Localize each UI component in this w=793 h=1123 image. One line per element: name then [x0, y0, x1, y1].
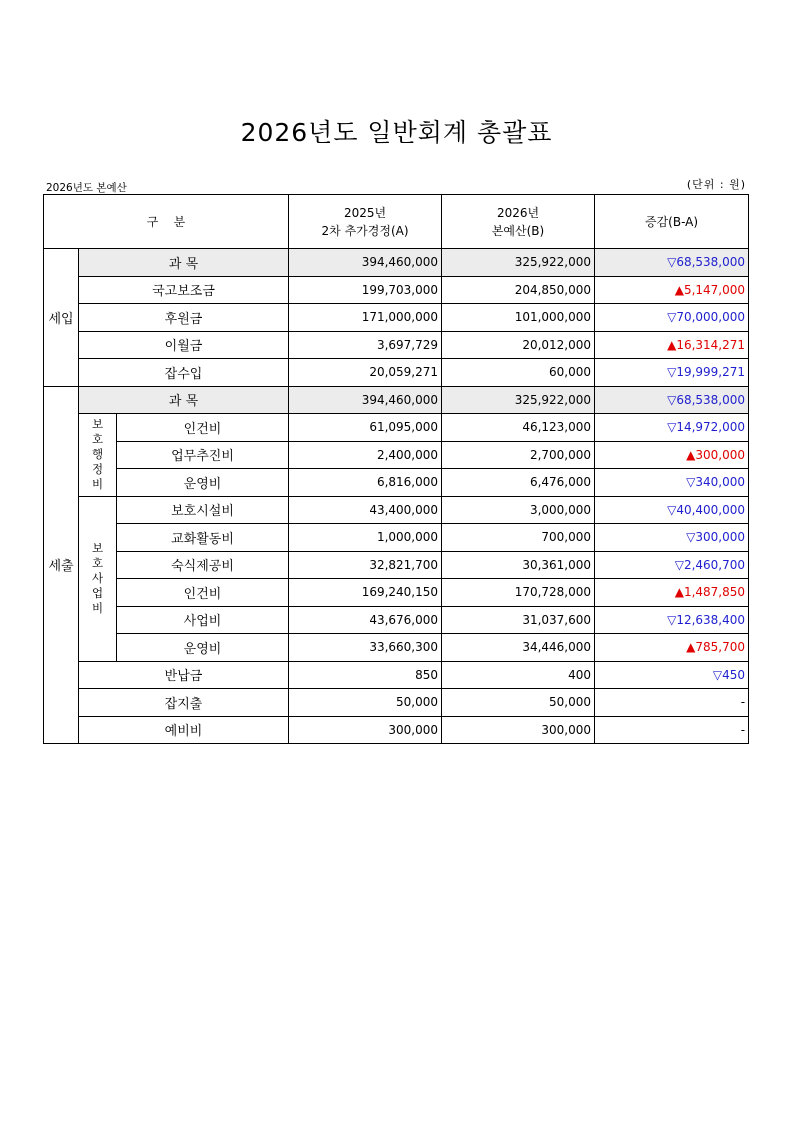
budget-subtitle: 2026년도 본예산 [46, 182, 127, 194]
value-b: 400 [442, 661, 595, 689]
header-col-a-line1: 2025년 [343, 205, 387, 220]
value-diff: ▲5,147,000 [595, 276, 749, 304]
value-a: 33,660,300 [289, 634, 442, 662]
value-a: 394,460,000 [289, 249, 442, 277]
header-col-a [289, 195, 442, 249]
value-a: 6,816,000 [289, 469, 442, 497]
header-col-b [442, 195, 595, 249]
revenue-row [44, 276, 749, 304]
value-b: 3,000,000 [442, 496, 595, 524]
value-b: 31,037,600 [442, 606, 595, 634]
value-b: 46,123,000 [442, 414, 595, 442]
value-b: 30,361,000 [442, 551, 595, 579]
expense-row [44, 551, 749, 579]
expense-row [44, 634, 749, 662]
expense-row [44, 469, 749, 497]
row-label: 과 목 [79, 249, 289, 277]
row-label: 교화활동비 [117, 524, 289, 552]
revenue-row [44, 359, 749, 387]
expense-row [44, 441, 749, 469]
group-label-char: 행 [91, 447, 104, 462]
row-label: 숙식제공비 [117, 551, 289, 579]
value-b: 20,012,000 [442, 331, 595, 359]
revenue-section-label: 세입 [44, 249, 79, 387]
expense-row [44, 414, 749, 442]
value-diff: - [595, 716, 749, 744]
value-b: 2,700,000 [442, 441, 595, 469]
row-label: 예비비 [79, 716, 289, 744]
row-label: 반납금 [79, 661, 289, 689]
value-diff: ▽340,000 [595, 469, 749, 497]
expense-row [44, 689, 749, 717]
unit-label: (단위 : 원) [686, 178, 746, 191]
value-b: 50,000 [442, 689, 595, 717]
value-diff: ▽2,460,700 [595, 551, 749, 579]
row-label: 운영비 [117, 469, 289, 497]
group-label-char: 업 [91, 586, 104, 600]
row-label: 인건비 [117, 579, 289, 607]
header-col-diff: 증감(B-A) [595, 195, 749, 249]
value-diff: ▽70,000,000 [595, 304, 749, 332]
budget-summary-table [43, 194, 749, 744]
value-diff: - [595, 689, 749, 717]
value-a: 20,059,271 [289, 359, 442, 387]
value-a: 300,000 [289, 716, 442, 744]
value-a: 32,821,700 [289, 551, 442, 579]
expense-row [44, 524, 749, 552]
value-diff: ▲785,700 [595, 634, 749, 662]
value-diff: ▽300,000 [595, 524, 749, 552]
value-diff: ▲16,314,271 [595, 331, 749, 359]
value-a: 50,000 [289, 689, 442, 717]
value-a: 394,460,000 [289, 386, 442, 414]
row-label: 잡지출 [79, 689, 289, 717]
value-a: 43,400,000 [289, 496, 442, 524]
group-label-char: 보 [91, 541, 104, 555]
group-label-char: 비 [91, 601, 104, 615]
value-a: 169,240,150 [289, 579, 442, 607]
value-a: 43,676,000 [289, 606, 442, 634]
value-diff: ▲1,487,850 [595, 579, 749, 607]
value-a: 850 [289, 661, 442, 689]
value-b: 60,000 [442, 359, 595, 387]
value-diff: ▽40,400,000 [595, 496, 749, 524]
value-diff: ▽68,538,000 [595, 386, 749, 414]
row-label: 운영비 [117, 634, 289, 662]
page-title: 2026년도 일반회계 총괄표 [240, 118, 553, 147]
value-a: 3,697,729 [289, 331, 442, 359]
row-label: 잡수입 [79, 359, 289, 387]
row-label: 사업비 [117, 606, 289, 634]
value-b: 204,850,000 [442, 276, 595, 304]
row-label: 이월금 [79, 331, 289, 359]
expense-row [44, 661, 749, 689]
expense-row [44, 579, 749, 607]
value-diff: ▽14,972,000 [595, 414, 749, 442]
value-diff: ▽12,638,400 [595, 606, 749, 634]
group-label-char: 보 [91, 417, 104, 432]
value-a: 61,095,000 [289, 414, 442, 442]
header-col-a-line2: 2차 추가경정(A) [321, 223, 409, 238]
value-b: 300,000 [442, 716, 595, 744]
value-diff: ▽19,999,271 [595, 359, 749, 387]
row-label: 보호시설비 [117, 496, 289, 524]
expense-row [44, 606, 749, 634]
value-b: 700,000 [442, 524, 595, 552]
expense-total-row [44, 386, 749, 414]
revenue-row [44, 304, 749, 332]
value-diff: ▲300,000 [595, 441, 749, 469]
value-b: 34,446,000 [442, 634, 595, 662]
group-label-char: 호 [91, 432, 104, 447]
value-b: 101,000,000 [442, 304, 595, 332]
group-label-admin [79, 414, 117, 497]
value-a: 1,000,000 [289, 524, 442, 552]
value-b: 325,922,000 [442, 249, 595, 277]
value-diff: ▽68,538,000 [595, 249, 749, 277]
row-label: 국고보조금 [79, 276, 289, 304]
revenue-row [44, 331, 749, 359]
row-label: 인건비 [117, 414, 289, 442]
value-b: 6,476,000 [442, 469, 595, 497]
value-b: 325,922,000 [442, 386, 595, 414]
expense-section-label: 세출 [44, 386, 79, 744]
group-label-char: 호 [91, 556, 104, 570]
table-header-row [44, 195, 749, 249]
value-a: 171,000,000 [289, 304, 442, 332]
group-label-char: 사 [91, 571, 104, 585]
row-label: 후원금 [79, 304, 289, 332]
header-category: 구 분 [44, 195, 289, 249]
header-col-b-line2: 본예산(B) [491, 223, 545, 238]
group-label-program [79, 496, 117, 661]
value-diff: ▽450 [595, 661, 749, 689]
row-label: 업무추진비 [117, 441, 289, 469]
value-a: 199,703,000 [289, 276, 442, 304]
group-label-char: 정 [91, 462, 104, 477]
expense-row [44, 496, 749, 524]
revenue-row [44, 249, 749, 277]
value-b: 170,728,000 [442, 579, 595, 607]
header-col-b-line1: 2026년 [496, 205, 540, 220]
expense-row [44, 716, 749, 744]
row-label: 과 목 [79, 386, 289, 414]
group-label-char: 비 [91, 477, 104, 492]
value-a: 2,400,000 [289, 441, 442, 469]
